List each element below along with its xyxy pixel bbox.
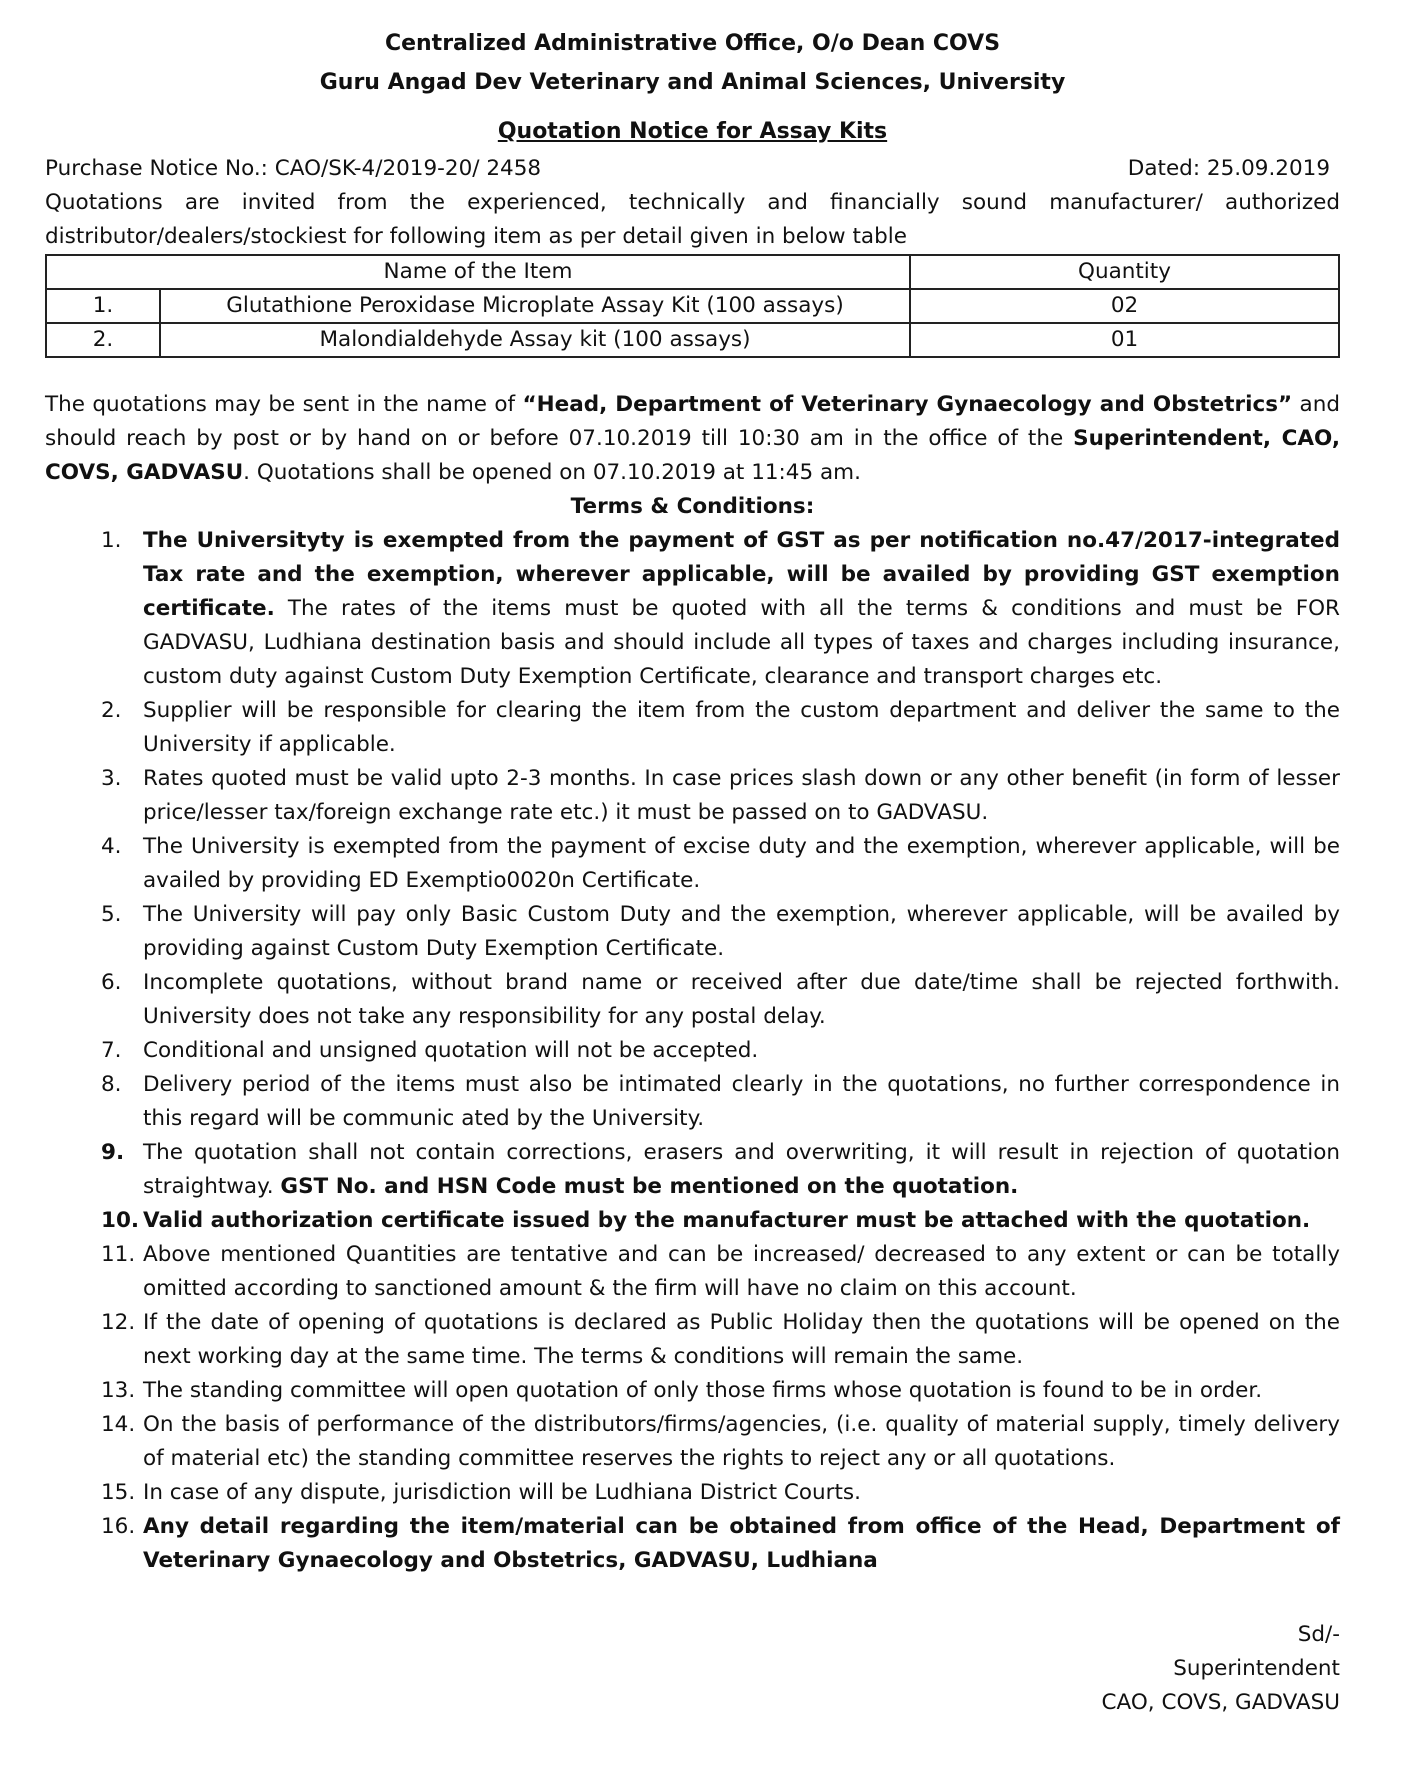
term-number-text: 7. (101, 1038, 122, 1063)
term-number-text: 13. (101, 1378, 136, 1403)
para-bold-addressee: “Head, Department of Veterinary Gynaecology and Obstetrics” (522, 392, 1293, 417)
term-number (45, 830, 143, 898)
term-number (45, 1510, 143, 1578)
term-item (45, 1204, 1340, 1238)
signature-block (1102, 1618, 1340, 1720)
term-number (45, 898, 143, 966)
term-item (45, 1408, 1340, 1476)
term-number-text: 16. (101, 1514, 136, 1539)
term-number (45, 762, 143, 830)
term-text (143, 762, 1340, 830)
terms-title: Terms & Conditions: (570, 494, 815, 519)
term-plain-text: The quotation shall not contain corrections, erasers and overwriting, it will result in rejection of quotation straightway. (143, 1140, 1340, 1199)
signature-office: CAO, COVS, GADVASU (1101, 1690, 1340, 1715)
term-plain-text: Incomplete quotations, without brand name or received after due date/time shall be rejected forthwith. University does not take any responsibility for any postal delay. (143, 970, 1340, 1029)
table-row (46, 323, 1339, 357)
notice-number-line (45, 152, 1340, 186)
term-text (143, 1374, 1340, 1408)
term-plain-text: On the basis of performance of the distributors/firms/agencies, (i.e. quality of material supply, timely delivery of material etc) the standing committee reserves the rights to reject any or all quotations. (143, 1412, 1340, 1471)
term-number-text: 12. (101, 1310, 136, 1335)
term-item (45, 694, 1340, 762)
term-text (143, 1034, 1340, 1068)
term-number (45, 1238, 143, 1306)
term-item (45, 898, 1340, 966)
term-item (45, 762, 1340, 830)
term-text (143, 966, 1340, 1034)
term-bold-text: Valid authorization certificate issued by the manufacturer must be attached with the quotation. (143, 1208, 1311, 1233)
term-item (45, 1510, 1340, 1578)
term-number (45, 1476, 143, 1510)
row-item: Glutathione Peroxidase Microplate Assay Kit (100 assays) (160, 289, 910, 323)
term-plain-text: If the date of opening of quotations is declared as Public Holiday then the quotations will be opened on the next working day at the same time. The terms & conditions will remain the same. (143, 1310, 1340, 1369)
term-text (143, 1238, 1340, 1306)
para-bold-office: Superintendent, CAO, COVS, GADVASU (45, 426, 1340, 485)
term-text (143, 1476, 1340, 1510)
term-item (45, 1306, 1340, 1374)
university-name: Guru Angad Dev Veterinary and Animal Sciences, University (319, 70, 1066, 95)
submission-paragraph (45, 388, 1340, 490)
para-text: and should reach by post or by hand on or before 07.10.2019 till 10:30 am in the office of the (45, 392, 1340, 451)
term-text (143, 1204, 1340, 1238)
term-plain-text: Above mentioned Quantities are tentative and can be increased/ decreased to any extent or can be totally omitted according to sanctioned amount & the firm will have no claim on this account. (143, 1242, 1340, 1301)
items-table (45, 254, 1340, 358)
term-text (143, 830, 1340, 898)
term-item (45, 1136, 1340, 1204)
header-quantity: Quantity (910, 255, 1339, 289)
term-number (45, 1136, 143, 1204)
term-plain-text: Conditional and unsigned quotation will not be accepted. (143, 1038, 759, 1063)
term-text (143, 694, 1340, 762)
notice-date: Dated: 25.09.2019 (1127, 156, 1330, 181)
term-bold-text: The Universityty is exempted from the payment of GST as per notification no.47/2017-integrated Tax rate and the exemption, wherever applicable, will be availed by providing GST exemption certificate. (143, 528, 1340, 621)
para-text: The quotations may be sent in the name of (45, 392, 523, 417)
term-bold-text: GST No. and HSN Code must be mentioned on the quotation. (280, 1174, 1019, 1199)
term-number-text: 8. (101, 1072, 122, 1097)
term-item (45, 966, 1340, 1034)
term-number (45, 966, 143, 1034)
intro-paragraph: Quotations are invited from the experienced, technically and financially sound manufacturer/ authorized distributor/dealers/stockiest for following item as per detail given in below table (45, 190, 1340, 249)
term-plain-text: Supplier will be responsible for clearing the item from the custom department and deliver the same to the University if applicable. (143, 698, 1340, 757)
term-plain-text: Delivery period of the items must also be intimated clearly in the quotations, no further correspondence in this regard will be communic ated by the University. (143, 1072, 1340, 1131)
term-item (45, 1476, 1340, 1510)
term-item (45, 524, 1340, 694)
term-plain-text: Rates quoted must be valid upto 2-3 months. In case prices slash down or any other benefit (in form of lesser price/lesser tax/foreign exchange rate etc.) it must be passed on to GADVASU. (143, 766, 1340, 825)
term-plain-text: The rates of the items must be quoted with all the terms & conditions and must be FOR GADVASU, Ludhiana destination basis and should include all types of taxes and charges including insurance, custom duty against Custom Duty Exemption Certificate, clearance and transport charges etc. (143, 596, 1340, 689)
term-number (45, 524, 143, 694)
term-text (143, 1306, 1340, 1374)
term-number-text: 2. (101, 698, 122, 723)
term-item (45, 1034, 1340, 1068)
term-number-text: 10. (101, 1208, 140, 1233)
term-number-text: 4. (101, 834, 122, 859)
term-number-text: 15. (101, 1480, 136, 1505)
term-number (45, 1306, 143, 1374)
row-item: Malondialdehyde Assay kit (100 assays) (160, 323, 910, 357)
terms-list (45, 524, 1340, 1578)
term-item (45, 830, 1340, 898)
term-number-text: 1. (101, 528, 122, 553)
header-item-name: Name of the Item (46, 255, 910, 289)
office-name: Centralized Administrative Office, O/o Dean COVS (384, 31, 1001, 56)
term-item (45, 1374, 1340, 1408)
notice-title: Quotation Notice for Assay Kits (497, 119, 888, 144)
term-plain-text: The standing committee will open quotation of only those firms whose quotation is found to be in order. (143, 1378, 1263, 1403)
term-text (143, 524, 1340, 694)
para-text: . Quotations shall be opened on 07.10.2019 at 11:45 am. (243, 460, 861, 485)
term-text (143, 898, 1340, 966)
table-row (46, 289, 1339, 323)
purchase-notice-number: Purchase Notice No.: CAO/SK-4/2019-20/ 2458 (45, 156, 542, 181)
signature-role: Superintendent (1173, 1656, 1340, 1681)
row-number: 1. (46, 289, 160, 323)
term-plain-text: The University will pay only Basic Custom Duty and the exemption, wherever applicable, will be availed by providing against Custom Duty Exemption Certificate. (143, 902, 1340, 961)
term-number (45, 1034, 143, 1068)
row-quantity: 01 (910, 323, 1339, 357)
term-number-text: 6. (101, 970, 122, 995)
term-number-text: 3. (101, 766, 122, 791)
term-number (45, 1068, 143, 1136)
row-number: 2. (46, 323, 160, 357)
term-plain-text: The University is exempted from the payment of excise duty and the exemption, wherever applicable, will be availed by providing ED Exemptio0020n Certificate. (143, 834, 1340, 893)
signature-sd: Sd/- (1297, 1622, 1340, 1647)
term-item (45, 1238, 1340, 1306)
term-item (45, 1068, 1340, 1136)
term-number-text: 5. (101, 902, 122, 927)
term-text (143, 1068, 1340, 1136)
term-text (143, 1510, 1340, 1578)
term-bold-text: Any detail regarding the item/material can be obtained from office of the Head, Department of Veterinary Gynaecology and Obstetrics, GADVASU, Ludhiana (143, 1514, 1340, 1573)
term-text (143, 1408, 1340, 1476)
term-text (143, 1136, 1340, 1204)
term-number-text: 14. (101, 1412, 136, 1437)
row-quantity: 02 (910, 289, 1339, 323)
term-plain-text: In case of any dispute, jurisdiction will be Ludhiana District Courts. (143, 1480, 861, 1505)
term-number-text: 9. (101, 1140, 125, 1165)
term-number (45, 1204, 143, 1238)
term-number (45, 1374, 143, 1408)
term-number-text: 11. (101, 1242, 136, 1267)
term-number (45, 1408, 143, 1476)
term-number (45, 694, 143, 762)
table-header-row (46, 255, 1339, 289)
